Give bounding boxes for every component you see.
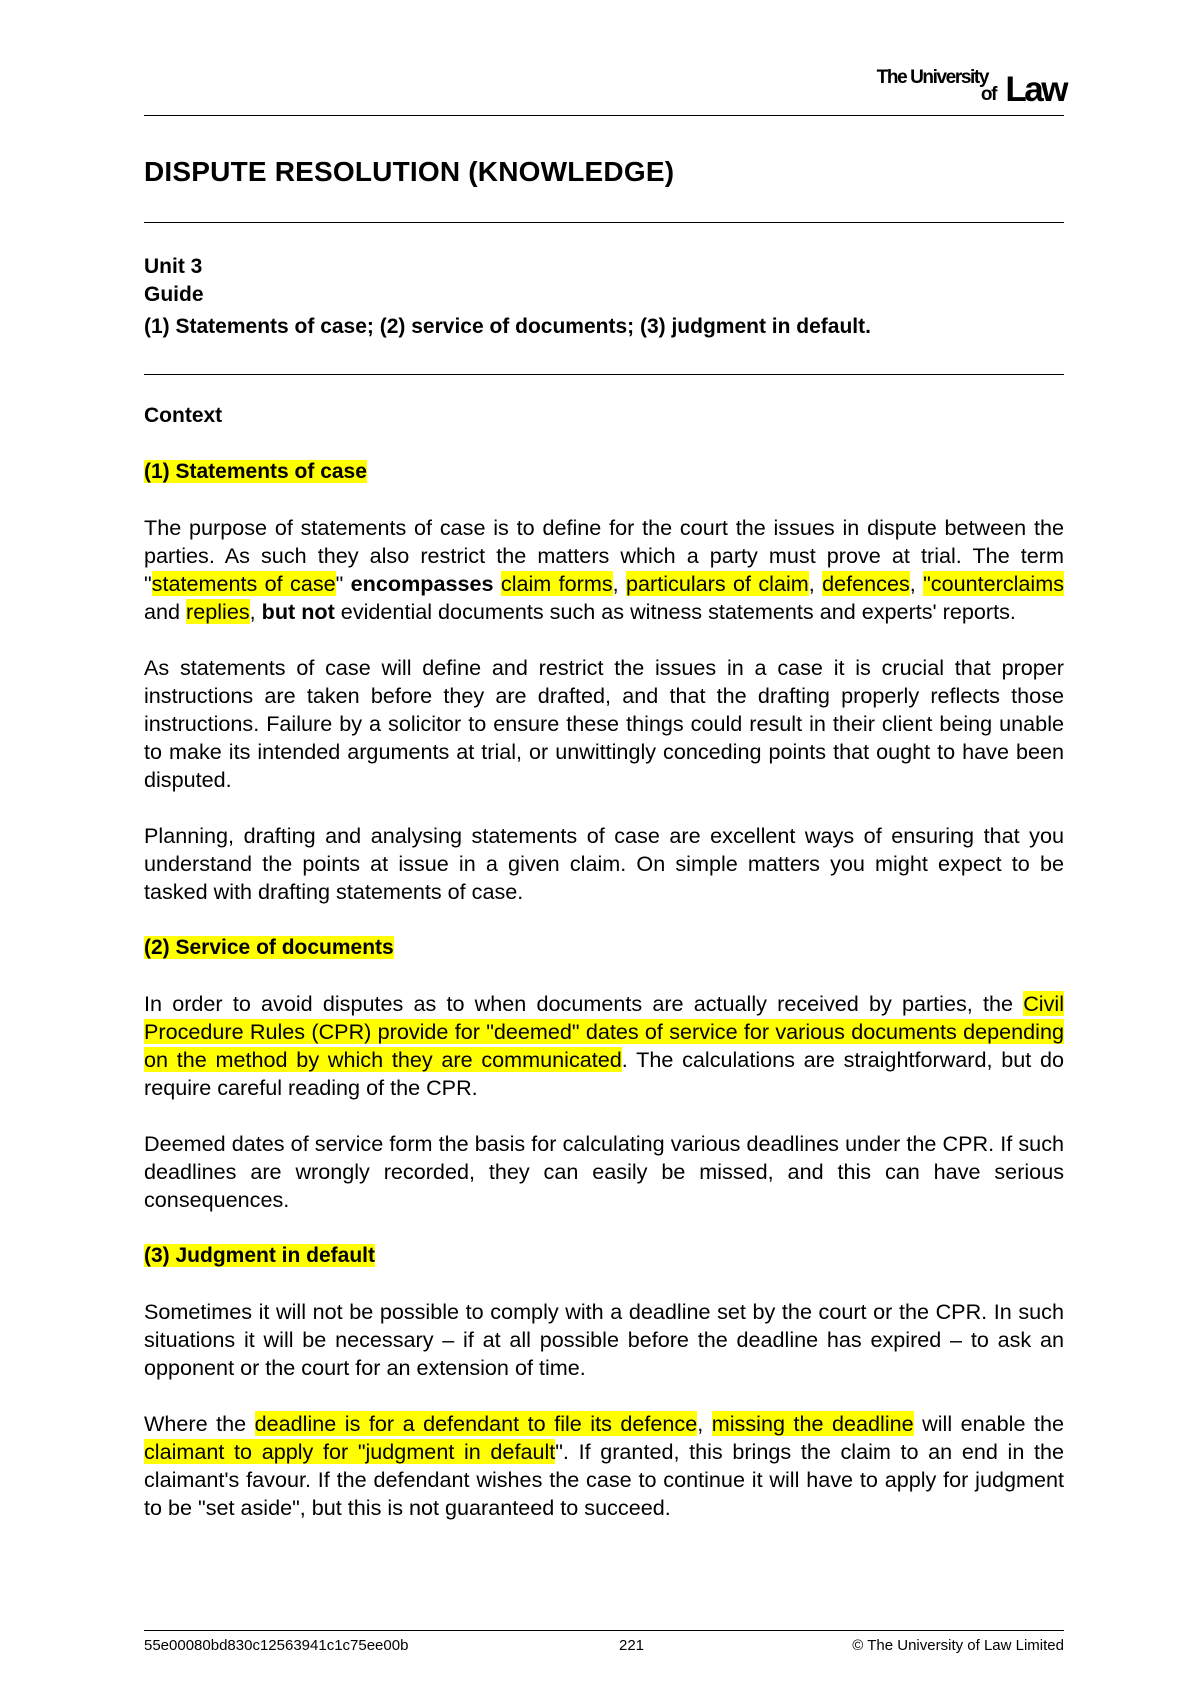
paragraph: Deemed dates of service form the basis for calculating various deadlines under the CPR. If such deadlines are wrongly recorded, they can easily be missed, and this can have serious consequences.: [144, 1131, 1064, 1212]
logo-text-line1: The University: [876, 67, 988, 88]
highlight: Civil Procedure Rules (CPR) provide for "deemed" dates of service for various documents depending on the method by which they are communicated: [144, 991, 1064, 1072]
paragraph: Planning, drafting and analysing statements of case are excellent ways of ensuring that you understand the points at issue in a given claim. On simple matters you might expect to be tasked with drafting statements of case.: [144, 823, 1064, 904]
highlight: claim forms: [500, 571, 613, 596]
highlight: particulars of claim: [626, 571, 809, 596]
highlight: statements of case: [151, 571, 336, 596]
copyright-notice: © The University of Law Limited: [852, 1637, 1064, 1654]
text-run: will enable the: [913, 1411, 1065, 1436]
university-of-law-logo: [856, 68, 1066, 108]
document-id: 55e00080bd830c12563941c1c75ee00b: [144, 1637, 409, 1654]
footer-rule: [144, 1630, 1064, 1631]
highlight: replies: [186, 599, 250, 624]
text-run: ,: [909, 571, 924, 596]
text-run: ,: [249, 599, 262, 624]
logo-text-line3: Law: [1005, 70, 1066, 109]
highlight: deadline is for a defendant to file its defence: [254, 1411, 698, 1436]
paragraph: [144, 514, 1064, 626]
highlight: (3) Judgment in default: [144, 1244, 375, 1267]
paragraph: As statements of case will define and restrict the issues in a case it is crucial that proper instructions are taken before they are drafted, and that the drafting properly reflects those instructions. Failure by a solicitor to ensure these things could result in their client being unable to make its intended arguments at trial, or unwittingly conceding points that ought to have been disputed.: [144, 655, 1064, 792]
page-footer: [144, 1637, 1064, 1657]
highlight: "counterclaims: [923, 571, 1065, 596]
text-run: and: [144, 599, 187, 624]
document-title: DISPUTE RESOLUTION (KNOWLEDGE): [144, 156, 675, 187]
section-heading-judgment-in-default: [144, 1242, 1064, 1270]
text-run: In order to avoid disputes as to when documents are actually received by parties, the: [144, 991, 1024, 1016]
unit-block: [144, 253, 871, 341]
page-number: 221: [619, 1637, 645, 1654]
paragraph: [144, 1410, 1064, 1522]
header-rule: [144, 115, 1064, 116]
text-run: evidential documents such as witness statements and experts' reports.: [334, 599, 1016, 624]
highlight: defences: [822, 571, 910, 596]
bold-text: but not: [261, 599, 335, 624]
highlight: claimant to apply for "judgment in default: [144, 1439, 556, 1464]
unit-number: Unit 3: [144, 255, 203, 278]
highlight: (2) Service of documents: [144, 936, 394, 959]
unit-rule: [144, 374, 1064, 375]
text-run: ,: [808, 571, 823, 596]
unit-guide-label: Guide: [144, 283, 204, 306]
text-run: [494, 571, 501, 596]
text-run: ,: [612, 571, 627, 596]
text-run: ". If granted, this brings the claim to an end in the claimant's favour. If the defendant wishes the case to continue it will have to apply for judgment to be "set aside", but this is not guaranteed to succeed.: [144, 1439, 1064, 1520]
paragraph: [144, 990, 1064, 1102]
context-heading: Context: [144, 404, 223, 427]
title-rule: [144, 222, 1064, 223]
unit-topics: (1) Statements of case; (2) service of documents; (3) judgment in default.: [144, 315, 871, 338]
text-run: ": [335, 571, 351, 596]
text-run: . The calculations are straightforward, but do require careful reading of the CPR.: [144, 1047, 1064, 1100]
logo-text-line2: of: [980, 84, 996, 105]
section-heading-statements-of-case: [144, 458, 1064, 486]
document-body: [144, 402, 1064, 1550]
paragraph: Sometimes it will not be possible to comply with a deadline set by the court or the CPR. In such situations it will be necessary – if at all possible before the deadline has expired – to ask an opponent or the court for an extension of time.: [144, 1299, 1064, 1380]
highlight: missing the deadline: [711, 1411, 914, 1436]
bold-text: encompasses: [350, 571, 494, 596]
highlight: (1) Statements of case: [144, 460, 367, 483]
text-run: The purpose of statements of case is to define for the court the issues in dispute between the parties. As such they also restrict the matters which a party must prove at trial. The term ": [144, 515, 1064, 596]
text-run: ,: [697, 1411, 712, 1436]
section-heading-service-of-documents: [144, 934, 1064, 962]
text-run: Where the: [144, 1411, 255, 1436]
